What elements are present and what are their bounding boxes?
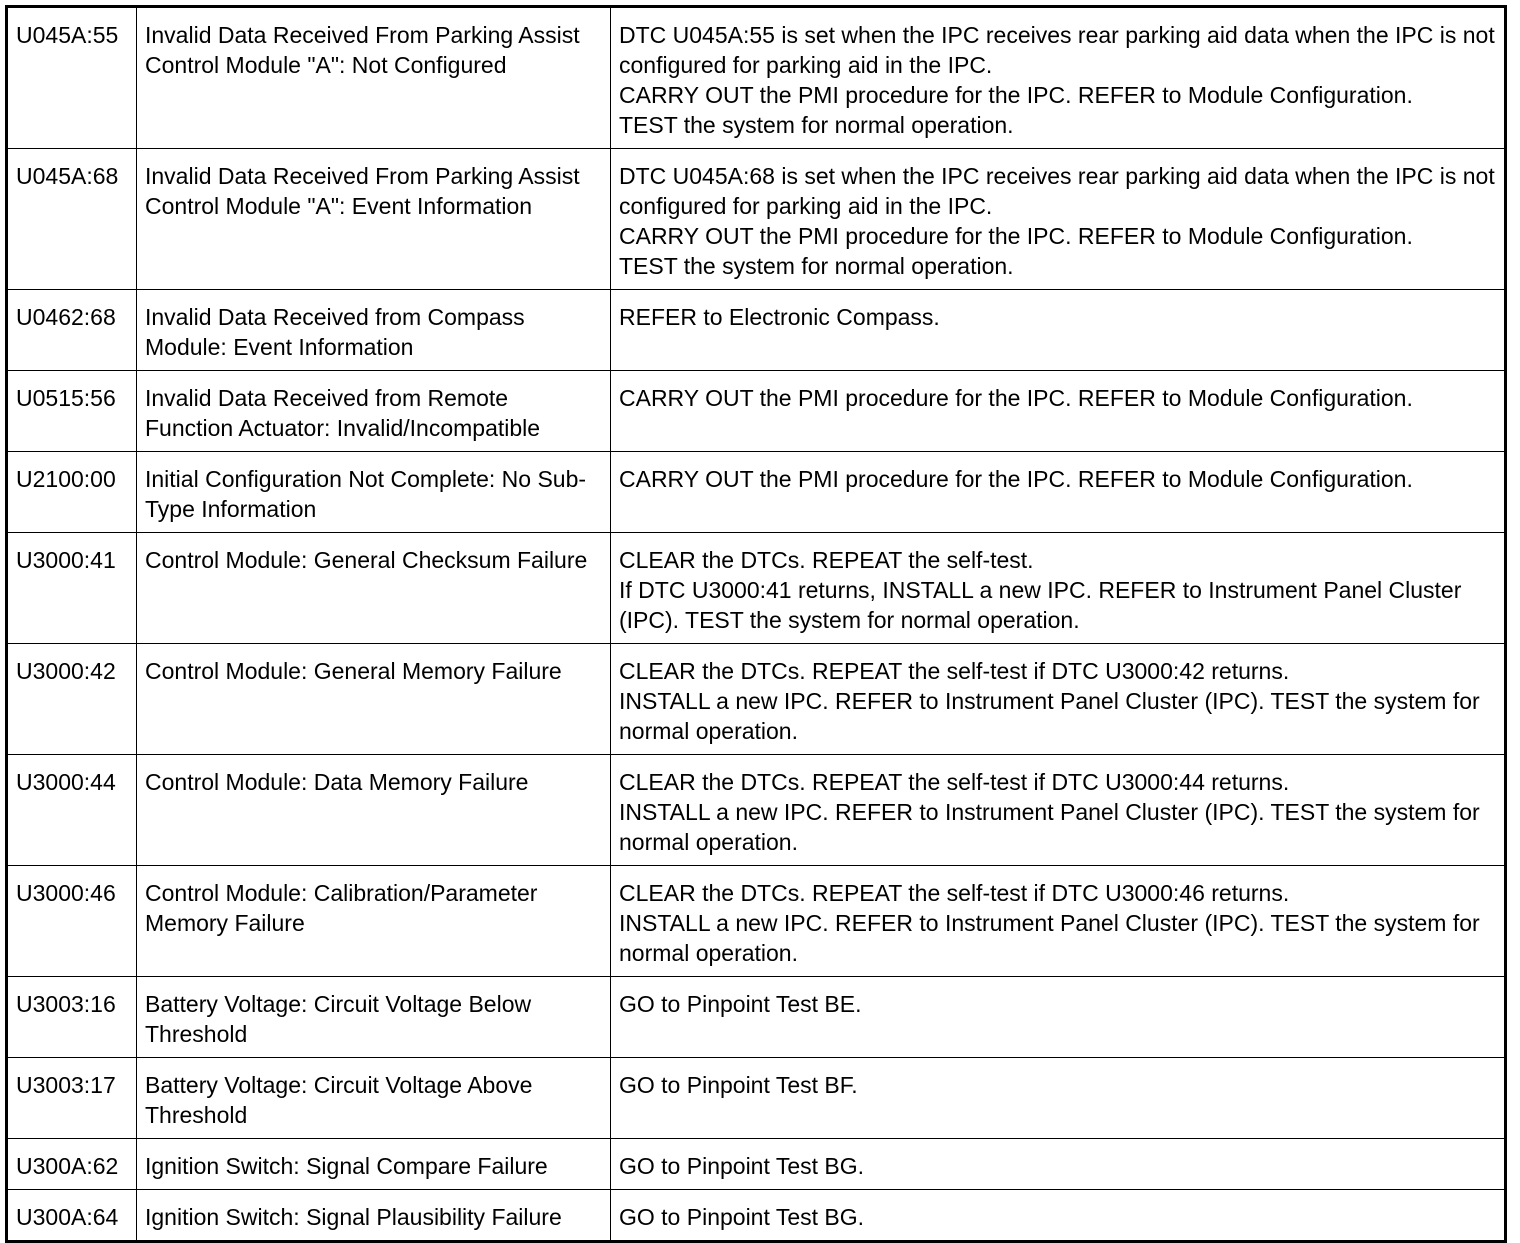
- dtc-description-cell: Initial Configuration Not Complete: No Sub-Type Information: [137, 452, 611, 533]
- dtc-code-cell: U045A:55: [7, 7, 137, 149]
- dtc-description-cell: Invalid Data Received From Parking Assist Control Module "A": Not Configured: [137, 7, 611, 149]
- dtc-description-cell: Invalid Data Received from Remote Function Actuator: Invalid/Incompatible: [137, 371, 611, 452]
- action-line: CARRY OUT the PMI procedure for the IPC. REFER to Module Configuration.: [619, 82, 1413, 108]
- dtc-action-cell: [611, 755, 1506, 866]
- table-row: [7, 149, 1506, 290]
- action-line: REFER to Electronic Compass.: [619, 304, 940, 330]
- dtc-code-cell: U3000:44: [7, 755, 137, 866]
- table-row: [7, 866, 1506, 977]
- action-line: GO to Pinpoint Test BG.: [619, 1153, 865, 1179]
- dtc-code-cell: U300A:62: [7, 1139, 137, 1190]
- dtc-code-cell: U3003:16: [7, 977, 137, 1058]
- table-row: [7, 1139, 1506, 1190]
- action-line: CARRY OUT the PMI procedure for the IPC. REFER to Module Configuration.: [619, 223, 1413, 249]
- table-row: [7, 1190, 1506, 1242]
- dtc-action-cell: [611, 1139, 1506, 1190]
- dtc-action-cell: [611, 290, 1506, 371]
- action-line: TEST the system for normal operation.: [619, 112, 1014, 138]
- dtc-action-cell: [611, 977, 1506, 1058]
- action-line: CLEAR the DTCs. REPEAT the self-test.: [619, 547, 1034, 573]
- action-line: CARRY OUT the PMI procedure for the IPC. REFER to Module Configuration.: [619, 466, 1413, 492]
- action-line: INSTALL a new IPC. REFER to Instrument Panel Cluster (IPC). TEST the system for normal operation.: [619, 688, 1480, 744]
- action-line: TEST the system for normal operation.: [619, 253, 1014, 279]
- dtc-code-cell: U3000:42: [7, 644, 137, 755]
- dtc-action-cell: [611, 7, 1506, 149]
- action-line: DTC U045A:55 is set when the IPC receives rear parking aid data when the IPC is not configured for parking aid in the IPC.: [619, 22, 1495, 78]
- action-line: INSTALL a new IPC. REFER to Instrument Panel Cluster (IPC). TEST the system for normal operation.: [619, 910, 1480, 966]
- dtc-description-cell: Control Module: Data Memory Failure: [137, 755, 611, 866]
- dtc-code-cell: U0462:68: [7, 290, 137, 371]
- action-line: If DTC U3000:41 returns, INSTALL a new IPC. REFER to Instrument Panel Cluster (IPC). TEST the system for normal operation.: [619, 577, 1462, 633]
- dtc-action-cell: [611, 149, 1506, 290]
- dtc-code-cell: U3000:41: [7, 533, 137, 644]
- dtc-description-cell: Invalid Data Received From Parking Assist Control Module "A": Event Information: [137, 149, 611, 290]
- dtc-description-cell: Control Module: Calibration/Parameter Memory Failure: [137, 866, 611, 977]
- table-row: [7, 533, 1506, 644]
- dtc-description-cell: Battery Voltage: Circuit Voltage Below Threshold: [137, 977, 611, 1058]
- table-row: [7, 371, 1506, 452]
- table-row: [7, 452, 1506, 533]
- dtc-action-cell: [611, 452, 1506, 533]
- action-line: DTC U045A:68 is set when the IPC receives rear parking aid data when the IPC is not configured for parking aid in the IPC.: [619, 163, 1495, 219]
- table-row: [7, 7, 1506, 149]
- action-line: INSTALL a new IPC. REFER to Instrument Panel Cluster (IPC). TEST the system for normal operation.: [619, 799, 1480, 855]
- action-line: CLEAR the DTCs. REPEAT the self-test if DTC U3000:46 returns.: [619, 880, 1290, 906]
- dtc-action-cell: [611, 644, 1506, 755]
- dtc-table: [5, 5, 1507, 1243]
- action-line: GO to Pinpoint Test BG.: [619, 1204, 865, 1230]
- dtc-description-cell: Ignition Switch: Signal Compare Failure: [137, 1139, 611, 1190]
- dtc-action-cell: [611, 533, 1506, 644]
- table-row: [7, 290, 1506, 371]
- dtc-description-cell: Ignition Switch: Signal Plausibility Failure: [137, 1190, 611, 1242]
- action-line: CARRY OUT the PMI procedure for the IPC. REFER to Module Configuration.: [619, 385, 1413, 411]
- dtc-code-cell: U3003:17: [7, 1058, 137, 1139]
- dtc-code-cell: U2100:00: [7, 452, 137, 533]
- dtc-description-cell: Control Module: General Checksum Failure: [137, 533, 611, 644]
- dtc-code-cell: U045A:68: [7, 149, 137, 290]
- table-row: [7, 1058, 1506, 1139]
- dtc-code-cell: U0515:56: [7, 371, 137, 452]
- dtc-action-cell: [611, 371, 1506, 452]
- dtc-action-cell: [611, 866, 1506, 977]
- dtc-description-cell: Invalid Data Received from Compass Module: Event Information: [137, 290, 611, 371]
- table-row: [7, 755, 1506, 866]
- dtc-table-body: [7, 7, 1506, 1242]
- action-line: CLEAR the DTCs. REPEAT the self-test if DTC U3000:42 returns.: [619, 658, 1290, 684]
- dtc-description-cell: Control Module: General Memory Failure: [137, 644, 611, 755]
- action-line: GO to Pinpoint Test BF.: [619, 1072, 858, 1098]
- action-line: GO to Pinpoint Test BE.: [619, 991, 862, 1017]
- table-row: [7, 644, 1506, 755]
- dtc-action-cell: [611, 1058, 1506, 1139]
- table-row: [7, 977, 1506, 1058]
- dtc-code-cell: U3000:46: [7, 866, 137, 977]
- dtc-description-cell: Battery Voltage: Circuit Voltage Above Threshold: [137, 1058, 611, 1139]
- dtc-action-cell: [611, 1190, 1506, 1242]
- dtc-code-cell: U300A:64: [7, 1190, 137, 1242]
- action-line: CLEAR the DTCs. REPEAT the self-test if DTC U3000:44 returns.: [619, 769, 1290, 795]
